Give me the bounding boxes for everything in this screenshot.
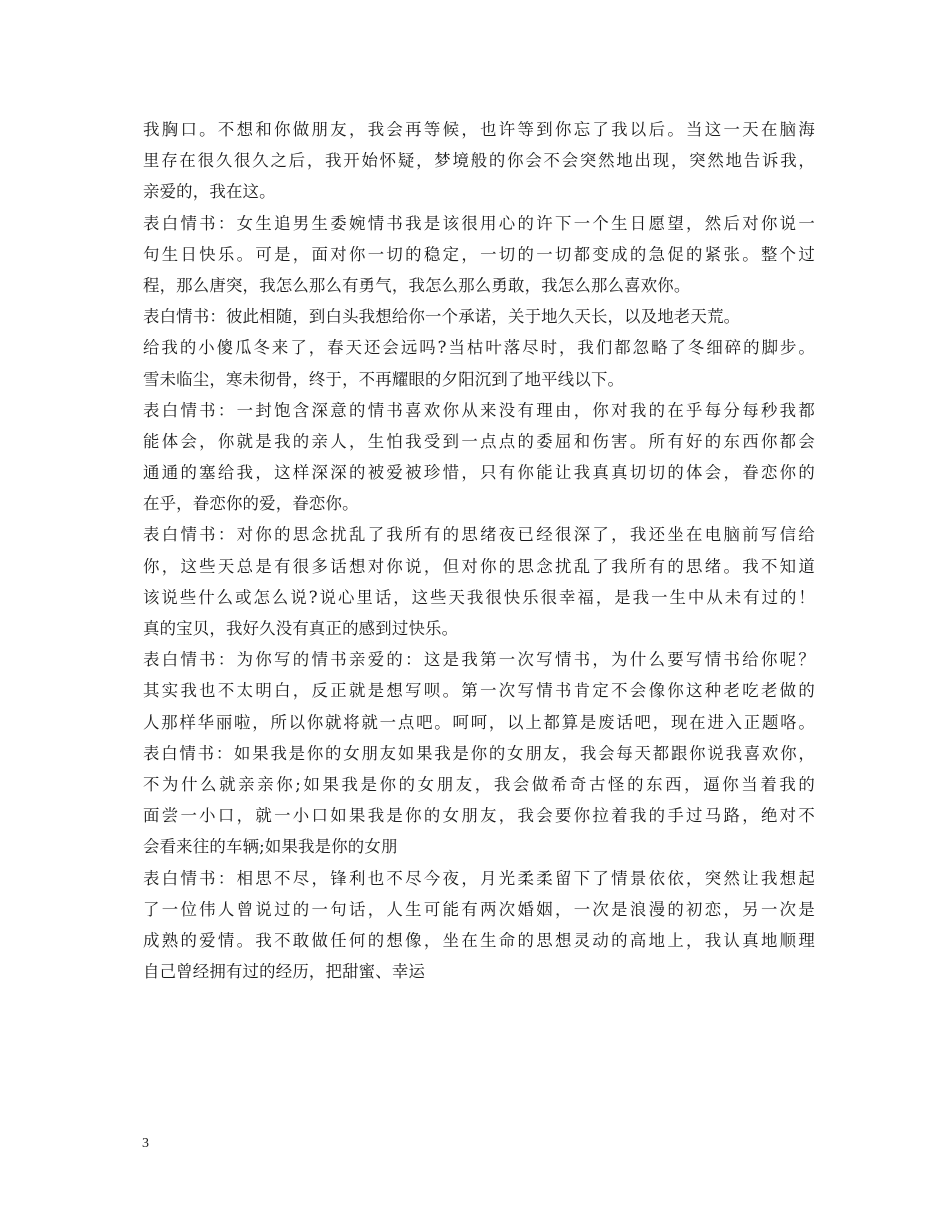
text-line: 我胸口。不想和你做朋友，我会再等候，也许等到你忘了我以后。当这一天在脑海 [143, 120, 815, 139]
text-line: 亲爱的，我在这。 [143, 182, 276, 202]
text-line: 其实我也不太明白，反正就是想写呗。第一次写情书肯定不会像你这种老吃老做的 [143, 681, 815, 701]
text-line: 表白情书：为你写的情书亲爱的：这是我第一次写情书，为什么要写情书给你呢？ [143, 650, 815, 670]
text-line: 程，那么唐突，我怎么那么有勇气，我怎么那么勇敢，我怎么那么喜欢你。 [143, 275, 691, 295]
text-line: 真的宝贝，我好久没有真正的感到过快乐。 [143, 619, 459, 638]
text-line: 不为什么就亲亲你;如果我是你的女朋友，我会做希奇古怪的东西，逼你当着我的 [143, 774, 815, 794]
text-line: 表白情书：彼此相随，到白头我想给你一个承诺，关于地久天长，以及地老天荒。 [143, 307, 741, 327]
text-line: 表白情书：相思不尽，锋利也不尽今夜，月光柔柔留下了情景依依，突然让我想起 [143, 868, 815, 888]
document-body [143, 114, 815, 987]
text-line: 表白情书：一封饱含深意的情书喜欢你从来没有理由，你对我的在乎每分每秒我都 [143, 400, 815, 420]
text-line: 表白情书：如果我是你的女朋友如果我是你的女朋友，我会每天都跟你说我喜欢你， [143, 743, 815, 763]
text-line: 能体会，你就是我的亲人，生怕我受到一点点的委屈和伤害。所有好的东西你都会 [143, 431, 815, 451]
text-line: 表白情书：女生追男生委婉情书我是该很用心的许下一个生日愿望，然后对你说一 [143, 213, 815, 233]
text-line: 会看来往的车辆;如果我是你的女朋 [143, 837, 398, 857]
text-line: 句生日快乐。可是，面对你一切的稳定，一切的一切都变成的急促的紧张。整个过 [143, 244, 815, 264]
text-line: 给我的小傻瓜冬来了，春天还会远吗?当枯叶落尽时，我们都忽略了冬细碎的脚步。 [143, 338, 815, 358]
text-line: 你，这些天总是有很多话想对你说，但对你的思念扰乱了我所有的思绪。我不知道 [143, 556, 815, 576]
text-line: 自己曾经拥有过的经历，把甜蜜、幸运 [143, 962, 426, 982]
text-line: 该说些什么或怎么说?说心里话，这些天我很快乐很幸福，是我一生中从未有过的！ [143, 587, 815, 607]
text-line: 成熟的爱情。我不敢做任何的想像，坐在生命的思想灵动的高地上，我认真地顺理 [143, 930, 815, 950]
text-line: 表白情书：对你的思念扰乱了我所有的思绪夜已经很深了，我还坐在电脑前写信给 [143, 525, 815, 545]
text-line: 在乎，眷恋你的爱，眷恋你。 [143, 494, 359, 514]
text-line: 雪未临尘，寒未彻骨，终于，不再耀眼的夕阳沉到了地平线以下。 [143, 369, 625, 389]
text-line: 人那样华丽啦，所以你就将就一点吧。呵呵，以上都算是废话吧，现在进入正题咯。 [143, 712, 815, 732]
text-line: 里存在很久很久之后，我开始怀疑，梦境般的你会不会突然地出现，突然地告诉我， [143, 151, 815, 171]
text-line: 面尝一小口，就一小口如果我是你的女朋友，我会要你拉着我的手过马路，绝对不 [143, 806, 815, 826]
text-line: 通通的塞给我，这样深深的被爱被珍惜，只有你能让我真真切切的体会，眷恋你的 [143, 463, 815, 483]
text-line: 了一位伟人曾说过的一句话，人生可能有两次婚姻，一次是浪漫的初恋，另一次是 [143, 899, 815, 919]
page-number: 3 [142, 1136, 149, 1151]
